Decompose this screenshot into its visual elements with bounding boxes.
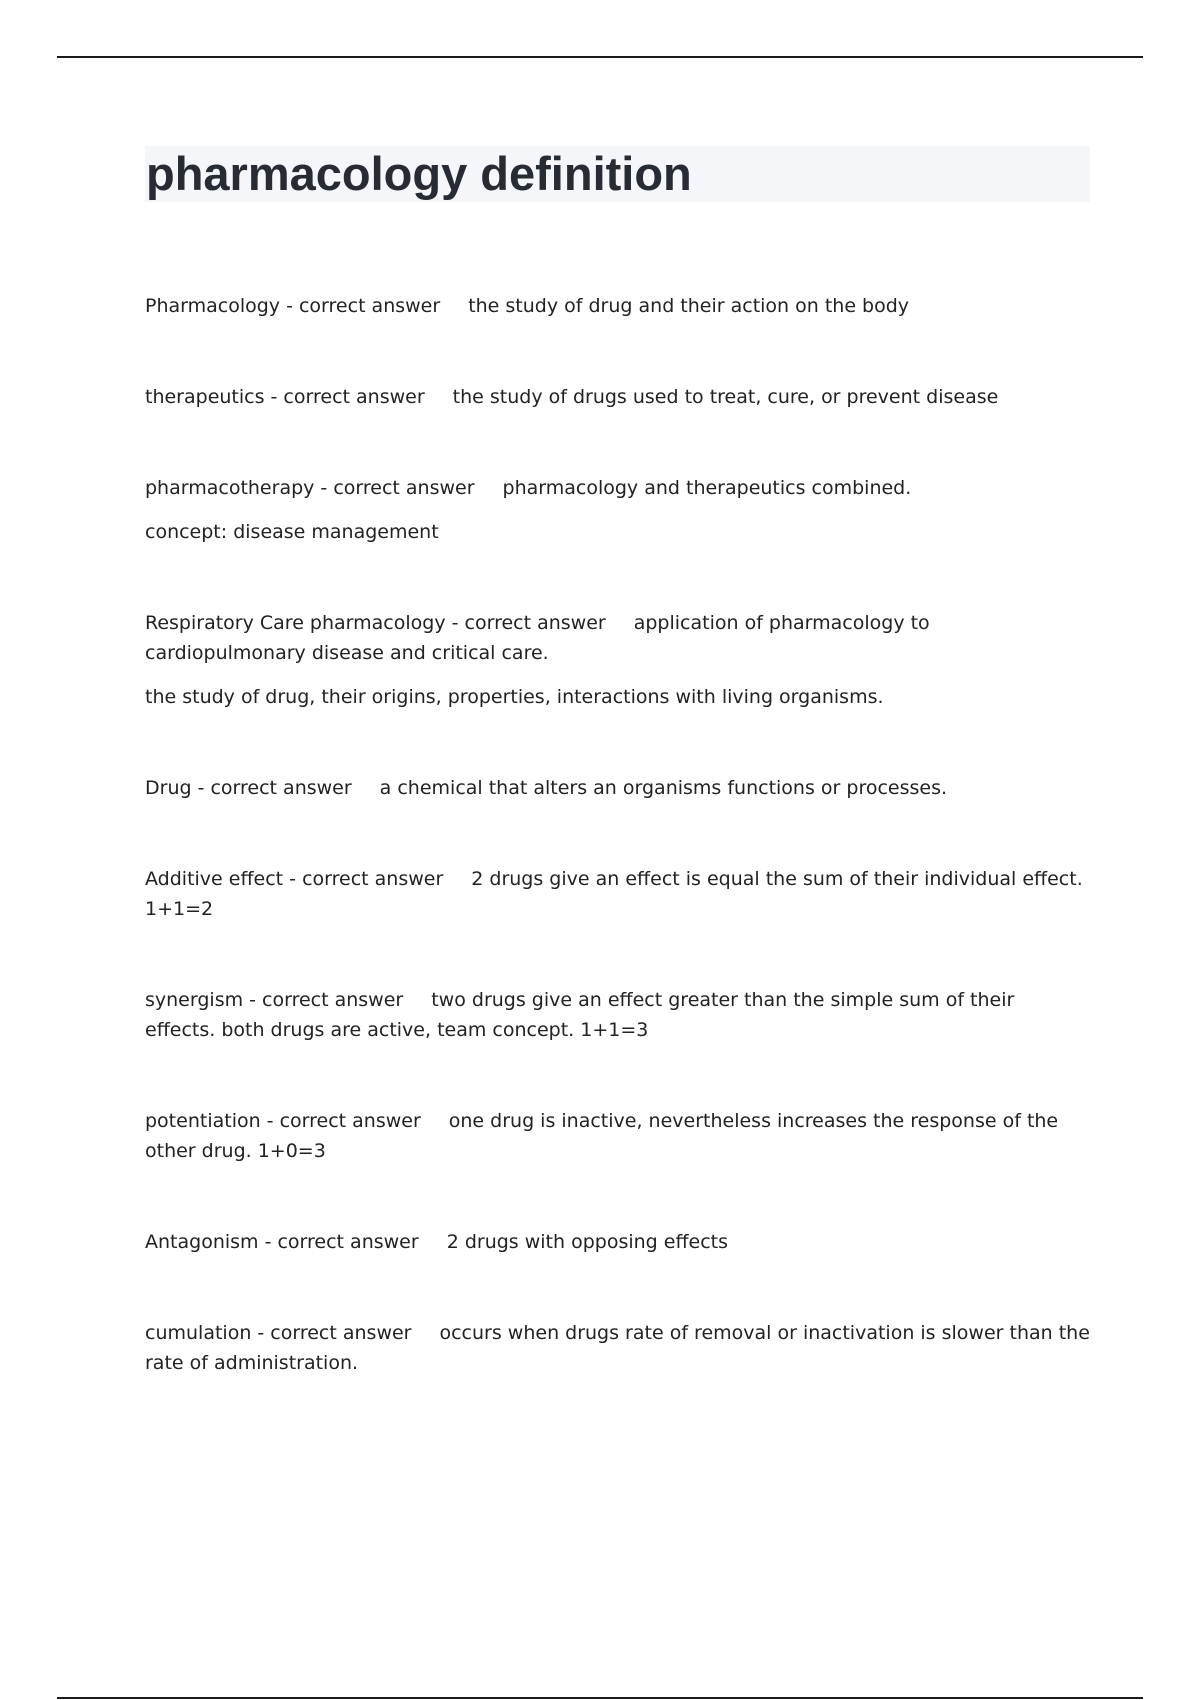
entry-term: Pharmacology - correct answer xyxy=(145,295,441,317)
flashcard-entry xyxy=(145,985,1090,1045)
bottom-rule xyxy=(57,1697,1143,1699)
flashcard-entry xyxy=(145,1227,1090,1257)
entry-term: potentiation - correct answer xyxy=(145,1110,421,1132)
flashcard-list xyxy=(145,291,1090,1378)
entry-definition: a chemical that alters an organisms functions or processes. xyxy=(379,777,948,799)
entry-term: Additive effect - correct answer xyxy=(145,868,444,890)
entry-line xyxy=(145,1106,1090,1166)
entry-note: concept: disease management xyxy=(145,521,439,543)
entry-line xyxy=(145,1227,1090,1257)
entry-definition: two drugs give an effect greater than the simple sum of their effects. both drugs are active, team concept. 1+1=3 xyxy=(145,989,1015,1041)
entry-definition: 2 drugs give an effect is equal the sum of their individual effect. 1+1=2 xyxy=(145,868,1083,920)
flashcard-entry xyxy=(145,864,1090,924)
entry-line xyxy=(145,473,1090,503)
entry-line xyxy=(145,773,1090,803)
flashcard-entry xyxy=(145,773,1090,803)
entry-definition: application of pharmacology to cardiopulmonary disease and critical care. xyxy=(145,612,930,664)
entry-term: pharmacotherapy - correct answer xyxy=(145,477,475,499)
flashcard-entry xyxy=(145,291,1090,321)
entry-definition: one drug is inactive, nevertheless increases the response of the other drug. 1+0=3 xyxy=(145,1110,1059,1162)
entry-definition: the study of drugs used to treat, cure, or prevent disease xyxy=(452,386,999,408)
flashcard-entry xyxy=(145,382,1090,412)
entry-definition: pharmacology and therapeutics combined. xyxy=(502,477,912,499)
flashcard-entry xyxy=(145,608,1090,712)
entry-definition: the study of drug and their action on the body xyxy=(468,295,910,317)
flashcard-entry xyxy=(145,1318,1090,1378)
entry-line xyxy=(145,985,1090,1045)
entry-term: Respiratory Care pharmacology - correct answer xyxy=(145,612,606,634)
entry-line xyxy=(145,382,1090,412)
entry-term: synergism - correct answer xyxy=(145,989,404,1011)
entry-term: therapeutics - correct answer xyxy=(145,386,425,408)
top-rule xyxy=(57,56,1143,58)
flashcard-entry xyxy=(145,1106,1090,1166)
page-title: pharmacology definition xyxy=(146,147,692,200)
entry-definition: 2 drugs with opposing effects xyxy=(446,1231,729,1253)
entry-definition: occurs when drugs rate of removal or inactivation is slower than the rate of administration. xyxy=(145,1322,1090,1374)
entry-line xyxy=(145,1318,1090,1378)
entry-line xyxy=(145,608,1090,668)
entry-term: Drug - correct answer xyxy=(145,777,352,799)
entry-line xyxy=(145,864,1090,924)
entry-line xyxy=(145,291,1090,321)
entry-term: Antagonism - correct answer xyxy=(145,1231,419,1253)
flashcard-entry xyxy=(145,473,1090,547)
entry-term: cumulation - correct answer xyxy=(145,1322,412,1344)
entry-note: the study of drug, their origins, properties, interactions with living organisms. xyxy=(145,686,884,708)
